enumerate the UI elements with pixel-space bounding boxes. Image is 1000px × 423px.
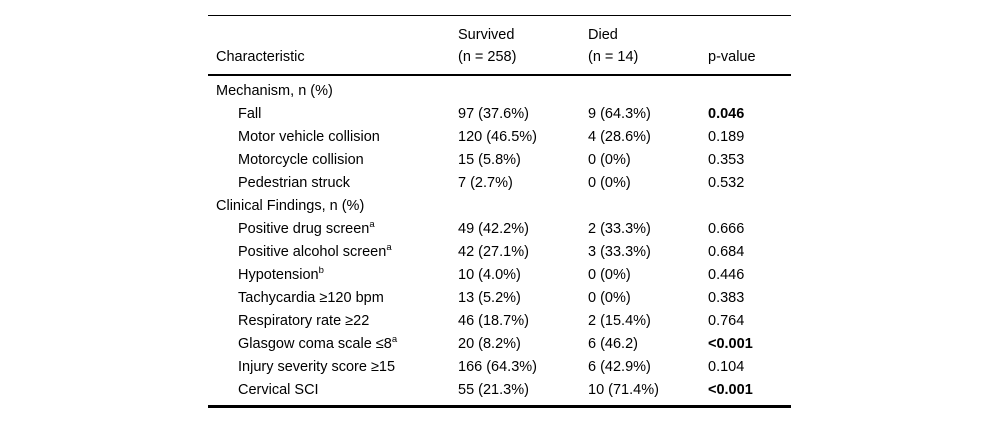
cell-pvalue: 0.189: [708, 128, 745, 145]
table-row: [208, 171, 791, 194]
cell-died: 4 (28.6%): [588, 128, 651, 145]
table-row: [208, 355, 791, 378]
header-empty-cell-2: [708, 16, 791, 50]
cell-survived: 7 (2.7%): [458, 174, 513, 191]
cell-characteristic: [208, 286, 458, 309]
cell-survived: 55 (21.3%): [458, 378, 588, 407]
footnote-marker: a: [369, 218, 375, 230]
cell-survived: 15 (5.8%): [458, 151, 521, 168]
row-label: Glasgow coma scale ≤8: [238, 335, 392, 352]
cell-died: 0 (0%): [588, 174, 631, 191]
cell-characteristic: [208, 102, 458, 125]
cell-characteristic: [208, 240, 458, 263]
row-label: Cervical SCI: [238, 381, 319, 398]
cell-survived: 13 (5.2%): [458, 289, 521, 306]
header-survived-group: Survived: [458, 16, 588, 50]
table-body: [208, 75, 791, 407]
table-row: [208, 263, 791, 286]
row-label: Fall: [238, 105, 262, 122]
cell-died: 2 (33.3%): [588, 220, 651, 237]
cell-pvalue: 0.104: [708, 358, 745, 375]
cell-survived: 46 (18.7%): [458, 312, 529, 329]
cell-pvalue: 0.764: [708, 312, 745, 329]
cell-pvalue: 0.684: [708, 243, 745, 260]
table-row: [208, 309, 791, 332]
cell-pvalue: 0.532: [708, 174, 745, 191]
table-row: [208, 332, 791, 355]
cell-survived: 97 (37.6%): [458, 105, 529, 122]
row-label: Tachycardia ≥120 bpm: [238, 289, 384, 306]
cell-pvalue: 0.666: [708, 220, 745, 237]
header-characteristic: Characteristic: [208, 49, 458, 75]
empty-cell: [588, 194, 708, 217]
cell-died: 2 (15.4%): [588, 312, 651, 329]
row-label: Injury severity score ≥15: [238, 358, 396, 375]
header-died-group: Died: [588, 16, 708, 50]
cell-characteristic: [208, 263, 458, 286]
row-label: Positive drug screen: [238, 220, 370, 237]
table-row: [208, 286, 791, 309]
row-label: Motor vehicle collision: [238, 128, 380, 145]
section-header-row: [208, 194, 791, 217]
cell-characteristic: [208, 217, 458, 240]
cell-died: 6 (42.9%): [588, 358, 651, 375]
outcomes-table: [208, 15, 791, 408]
cell-characteristic: [208, 148, 458, 171]
cell-survived: 20 (8.2%): [458, 335, 521, 352]
cell-characteristic: [208, 355, 458, 378]
empty-cell: [458, 75, 588, 102]
footnote-marker: a: [391, 333, 398, 345]
cell-died: 6 (46.2): [588, 335, 638, 352]
cell-pvalue: <0.001: [708, 378, 791, 407]
cell-characteristic: [208, 309, 458, 332]
cell-survived: 10 (4.0%): [458, 266, 521, 283]
header-group-row: [208, 16, 791, 50]
header-died-n: (n = 14): [588, 49, 708, 75]
table-row: [208, 378, 791, 407]
cell-pvalue: 0.353: [708, 151, 745, 168]
row-label: Motorcycle collision: [238, 151, 364, 168]
cell-died: 0 (0%): [588, 266, 631, 283]
table-row: [208, 125, 791, 148]
section-header-label: Clinical Findings, n (%): [216, 197, 365, 214]
cell-characteristic: [208, 125, 458, 148]
empty-cell: [708, 75, 791, 102]
cell-survived: 120 (46.5%): [458, 128, 537, 145]
footnote-marker: a: [386, 241, 392, 253]
cell-died: 10 (71.4%): [588, 378, 708, 407]
cell-pvalue: 0.046: [708, 105, 745, 122]
table-header: [208, 16, 791, 76]
row-label: Hypotension: [238, 266, 319, 283]
header-label-row: [208, 49, 791, 75]
cell-survived: 166 (64.3%): [458, 358, 537, 375]
header-empty-cell: [208, 16, 458, 50]
cell-survived: 42 (27.1%): [458, 243, 529, 260]
cell-died: 9 (64.3%): [588, 105, 651, 122]
empty-cell: [588, 75, 708, 102]
header-pvalue: p-value: [708, 49, 791, 75]
cell-characteristic: [208, 332, 458, 355]
cell-characteristic: [208, 378, 458, 407]
footnote-marker: b: [318, 264, 324, 276]
cell-survived: 49 (42.2%): [458, 220, 529, 237]
cell-died: 0 (0%): [588, 289, 631, 306]
statistics-table: [208, 15, 791, 408]
row-label: Positive alcohol screen: [238, 243, 387, 260]
row-label: Pedestrian struck: [238, 174, 351, 191]
row-label: Respiratory rate ≥22: [238, 312, 370, 329]
table-row: [208, 240, 791, 263]
section-header-row: [208, 75, 791, 102]
empty-cell: [708, 194, 791, 217]
section-header-label: Mechanism, n (%): [216, 82, 333, 99]
table-row: [208, 217, 791, 240]
table-row: [208, 148, 791, 171]
cell-died: 3 (33.3%): [588, 243, 651, 260]
empty-cell: [458, 194, 588, 217]
cell-characteristic: [208, 171, 458, 194]
cell-pvalue: 0.446: [708, 266, 745, 283]
cell-died: 0 (0%): [588, 151, 631, 168]
cell-pvalue: <0.001: [708, 335, 753, 352]
header-survived-n: (n = 258): [458, 49, 588, 75]
table-row: [208, 102, 791, 125]
cell-pvalue: 0.383: [708, 289, 745, 306]
